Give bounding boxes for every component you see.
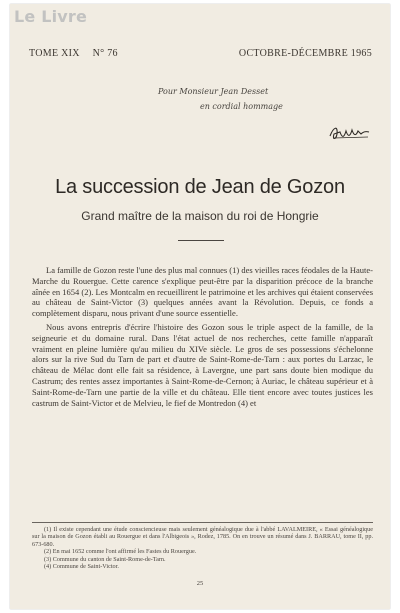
article-subtitle: Grand maître de la maison du roi de Hongrie [81, 209, 319, 223]
handwritten-dedication [158, 84, 358, 114]
article-body [32, 265, 373, 411]
body-paragraph-1: La famille de Gozon reste l'une des plus mal connues (1) des vieilles races féodales de la Haute-Marche du Rouergue. Cette carence s'explique peut-être par la disparition précoce de la branche aînée en 1654 (2). Les Montcalm en recueillirent le patrimoine et les archives qui étaient conservées au château de Saint-Victor (3) quelques années avant la Révolution. Depuis, ce fonds a complètement disparu, nous privant d'une source essentielle. [32, 265, 374, 319]
footnote-2: (2) En mai 1652 comme l'ont affirmé les Fastes du Rouergue. [44, 548, 197, 556]
footnote-1: (1) Il existe cependant une étude consciencieuse mais seulement généalogique due à l'abbé LAVALMEIRE, « Essai généalogique sur la maison de Gozon établi au Rouergue et dans l'Albigeois », Rodez, 1785. On en trouve un résumé dans J. BARRAU, tome II, pp. 673-680. [32, 526, 373, 548]
footnote-4: (4) Commune de Saint-Victor. [44, 563, 119, 571]
header-number: N° 76 [92, 48, 118, 59]
header-left [29, 48, 128, 59]
document-page [10, 4, 390, 609]
dedication-line-1: Pour Monsieur Jean Desset [158, 87, 269, 96]
journal-header [29, 48, 372, 59]
watermark-text: Le Livre [14, 7, 88, 26]
footnotes [32, 522, 373, 570]
header-date: OCTOBRE-DÉCEMBRE 1965 [238, 48, 372, 59]
footnote-3: (3) Commune du canton de Saint-Rome-de-Tarn. [44, 555, 166, 563]
article-title: La succession de Jean de Gozon [55, 176, 345, 198]
body-paragraph-2: Nous avons entrepris d'écrire l'histoire des Gozon sous le triple aspect de la famille, de la seigneurie et du domaine rural. Dans l'état actuel de nos recherches, cette famille n'apparaît vraiment en pleine lumière qu'au milieu du XIVe siècle. Le gros de ses possessions s'échelonne alors sur la rive Sud du Tarn de part et d'autre de Saint-Rome-de-Tarn : aux portes du Larzac, le château de Mélac dont elle fait sa résidence, à Lavergne, une part sans doute bien modique du Castrum; des rentes assez importantes à Saint-Rome-de-Cernon; à Auriac, le château supérieur et à Saint-Rome-de-Tarn une partie de la ville et du château. Elle tient encore avec toutes justices les castrum de Saint-Victor et de Melvieu, le fief de Montredon (4) et [32, 321, 373, 408]
title-divider [178, 240, 224, 241]
dedication-line-2: en cordial hommage [200, 102, 283, 111]
handwritten-signature [328, 122, 372, 144]
header-tome: TOME XIX [29, 48, 80, 59]
page-number: 25 [196, 580, 204, 587]
